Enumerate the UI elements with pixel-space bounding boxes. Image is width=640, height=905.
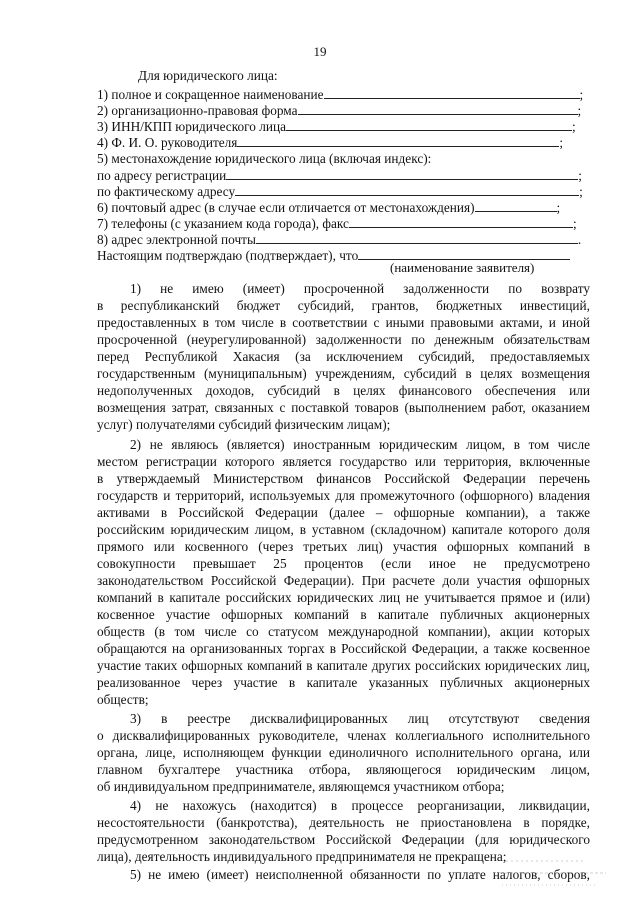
text-line: главном бухгалтере участника отбора, являющегося юридическим лицом, (97, 762, 590, 777)
field-legal-form (97, 102, 589, 119)
field-email (97, 231, 589, 248)
text-line: законодательством Российской Федерации). При расчете доли участия офшорных (97, 573, 590, 588)
text-line: несостоятельности (банкротства), деятельность не приостановлена в порядке, (97, 815, 590, 830)
field-end: ; (559, 135, 564, 150)
faint-stamp-mark (496, 855, 614, 893)
field-blank[interactable] (286, 118, 572, 131)
field-blank[interactable] (235, 183, 579, 196)
text-line: 2) не являюсь (является) иностранным юридическим лицом, в том числе (130, 437, 590, 452)
text-line: обществ (в том числе со статусом международной компании), акции которых (97, 624, 590, 639)
field-blank[interactable] (324, 86, 580, 99)
field-phones (97, 215, 589, 232)
form-heading: Для юридического лица: (138, 68, 278, 83)
text-line: местом регистрации которого является государство или территория, включенные (97, 454, 590, 469)
text-line: 1) не имею (имеет) просроченной задолженности по возврату (130, 281, 590, 296)
field-label: 8) адрес электронной почты (97, 232, 256, 247)
text-line: услуг) получателями субсидий физическим лицам); (97, 417, 391, 432)
field-end: ; (556, 200, 561, 215)
text-line: недополученных доходов, субсидий в целях финансового обеспечения или (97, 383, 590, 398)
field-end: ; (572, 119, 576, 134)
field-label: 5) местонахождение юридического лица (включая индекс): (97, 151, 432, 166)
field-label: 4) Ф. И. О. руководителя (97, 135, 238, 150)
field-label: по адресу регистрации (97, 168, 227, 183)
text-line: возмещения затрат, связанных с поставкой товаров (выполнением работ, оказанием (97, 400, 590, 415)
field-director (97, 134, 589, 151)
field-end: ; (578, 168, 582, 183)
text-line: 3) в реестре дисквалифицированных лиц отсутствуют сведения (130, 711, 590, 726)
text-line: лица), деятельность индивидуального предпринимателя не прекращена; (97, 849, 507, 864)
text-line: российским юридическим лицом, в уставном (складочном) капитале которого доля (97, 522, 590, 537)
text-line: 4) не нахожусь (находится) в процессе реорганизации, ликвидации, (130, 798, 590, 813)
field-blank[interactable] (256, 231, 578, 244)
text-line: предусмотренном законодательством Российской Федерации (для юридического (97, 832, 590, 847)
text-line: государственным (муниципальным) учреждениям, субсидий в целях возмещения (97, 366, 590, 381)
text-line: прямого или косвенного (через третьих лиц) участия офшорных компаний в (97, 539, 590, 554)
text-line: просроченной (неурегулированной) задолженности по денежным обязательствам (97, 332, 590, 347)
text-line: предоставленных в том числе в соответствии с иными правовыми актами, и иной (97, 315, 590, 330)
page-number: 19 (313, 44, 327, 59)
text-line: перед Республикой Хакасия (за исключением субсидий, предоставляемых (97, 349, 590, 364)
text-line: компаний в капитале российских юридических лиц не учитывается прямое и (или) (97, 590, 590, 605)
field-label: по фактическому адресу (97, 184, 236, 199)
text-line: реализованное через участие в капитале указанных публичных акционерных (97, 675, 590, 690)
text-line: косвенное участие офшорных компаний в капитале публичных акционерных (97, 607, 590, 622)
field-full-name (97, 86, 589, 103)
field-label: 1) полное и сокращенное наименование (97, 87, 324, 102)
applicant-name-blank[interactable] (358, 247, 570, 260)
field-registration-address (97, 167, 589, 184)
field-end: ; (572, 216, 577, 231)
field-blank[interactable] (237, 134, 559, 147)
text-line: в республиканский бюджет субсидий, грантов, бюджетных инвестиций, (97, 298, 590, 313)
field-label: 6) почтовый адрес (в случае если отличается от местонахождения) (97, 200, 475, 215)
applicant-caption: (наименование заявителя) (390, 260, 535, 275)
text-line: участие таких офшорных компаний в капитале других российских юридических лиц, (97, 658, 590, 673)
text-line: активами в Российской Федерации (далее – офшорные компании), а также (97, 505, 590, 520)
text-line: о дисквалифицированных руководителе, членах коллегиального исполнительного (97, 728, 590, 743)
field-actual-address (97, 183, 589, 200)
text-line: органа, лице, исполняющем функции единоличного исполнительного органа, или (97, 745, 590, 760)
text-line: обществ; (97, 692, 149, 707)
field-end: ; (579, 87, 584, 102)
field-inn-kpp (97, 118, 589, 135)
text-line: об индивидуальном предпринимателе, являющемся участником отбора; (97, 779, 505, 794)
text-line: государств и территорий, используемых для промежуточного (офшорного) владения (97, 488, 590, 503)
field-end: . (577, 232, 582, 247)
field-label: 2) организационно-правовая форма (97, 103, 298, 118)
field-postal-address (97, 199, 589, 216)
field-end: ; (577, 103, 582, 118)
field-blank[interactable] (226, 167, 578, 180)
field-location (97, 151, 589, 167)
field-blank[interactable] (298, 102, 578, 115)
field-blank[interactable] (475, 199, 557, 212)
field-label: 7) телефоны (с указанием кода города), факс (97, 216, 349, 231)
confirm-label: Настоящим подтверждаю (подтверждает), что (97, 248, 359, 263)
text-line: обращаются на организованных торгах в Российской Федерации, а также косвенное (97, 641, 590, 656)
field-end: ; (579, 184, 583, 199)
field-label: 3) ИНН/КПП юридического лица (97, 119, 286, 134)
text-line: 5) не имею (имеет) неисполненной обязанности по уплате налогов, сборов, (130, 867, 590, 882)
text-line: в утверждаемый Министерством финансов Российской Федерации перечень (97, 471, 590, 486)
text-line: совокупности превышает 25 процентов (если иное не предусмотрено (97, 556, 590, 571)
field-blank[interactable] (349, 215, 573, 228)
